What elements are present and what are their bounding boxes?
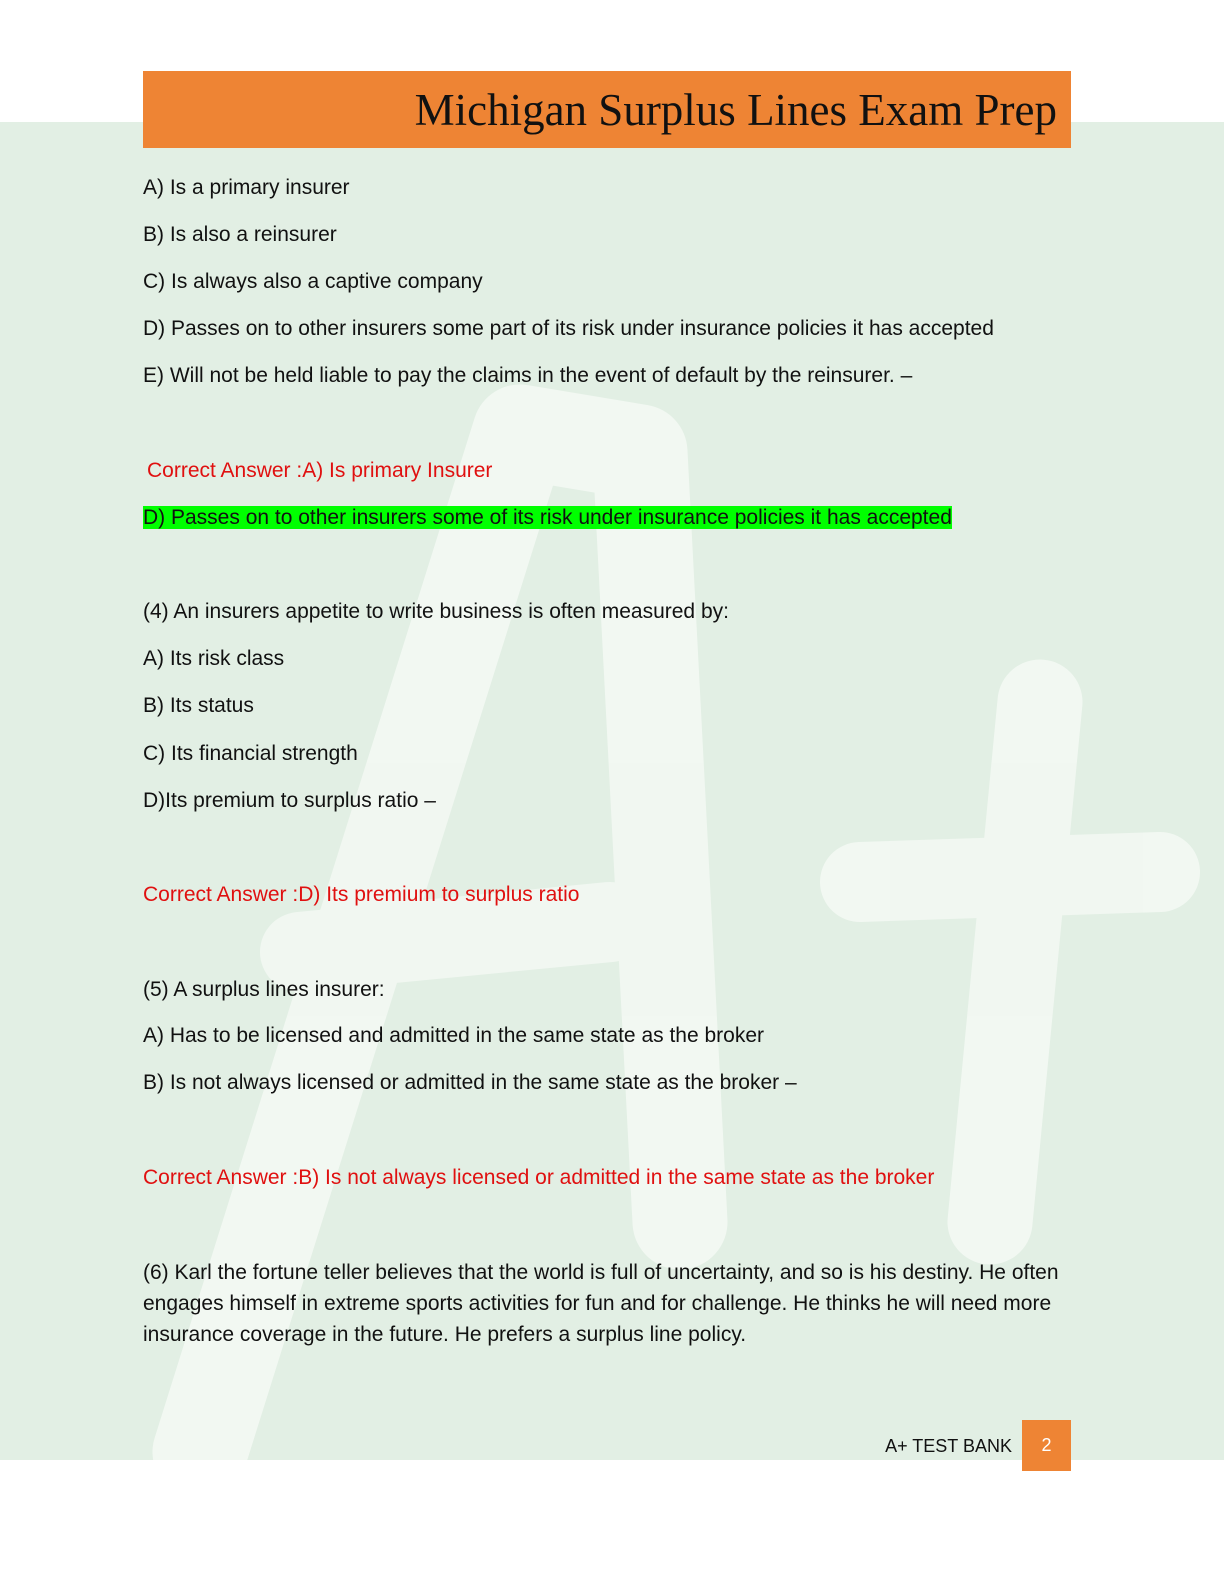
q5-option-b: B) Is not always licensed or admitted in the same state as the broker – [143,1071,797,1094]
highlighted-text: D) Passes on to other insurers some of its risk under insurance policies it has accepted [143,506,952,529]
q4-option-b: B) Its status [143,694,254,717]
q3-option-b: B) Is also a reinsurer [143,223,337,246]
q5-option-a: A) Has to be licensed and admitted in the same state as the broker [143,1024,765,1047]
q5-prompt: (5) A surplus lines insurer: [143,978,385,1001]
q6-prompt: (6) Karl the fortune teller believes that the world is full of uncertainty, and so is his destiny. He often engages himself in extreme sports activities for fun and for challenge. He thinks he will need more insurance coverage in the future. He prefers a surplus line policy. [143,1261,1059,1346]
q5-correct-answer: Correct Answer :B) Is not always licensed or admitted in the same state as the broker [143,1166,935,1189]
q3-option-e: E) Will not be held liable to pay the claims in the event of default by the reinsurer. – [143,364,913,387]
q4-prompt: (4) An insurers appetite to write business is often measured by: [143,600,729,623]
q3-option-c: C) Is always also a captive company [143,270,483,293]
footer-label: A+ TEST BANK [885,1436,1012,1456]
header-bar [143,71,1071,148]
page-title: Michigan Surplus Lines Exam Prep [414,84,1057,135]
page-number: 2 [1022,1420,1071,1471]
q4-option-c: C) Its financial strength [143,742,358,765]
q3-option-a: A) Is a primary insurer [143,176,350,199]
q4-option-d: D)Its premium to surplus ratio – [143,789,436,812]
q4-correct-answer: Correct Answer :D) Its premium to surplus ratio [143,883,580,906]
q3-correct-answer: Correct Answer :A) Is primary Insurer [147,459,493,482]
q3-option-d: D) Passes on to other insurers some part of its risk under insurance policies it has accepted [143,317,994,340]
q3-highlighted-answer [143,504,952,532]
q4-option-a: A) Its risk class [143,647,285,670]
